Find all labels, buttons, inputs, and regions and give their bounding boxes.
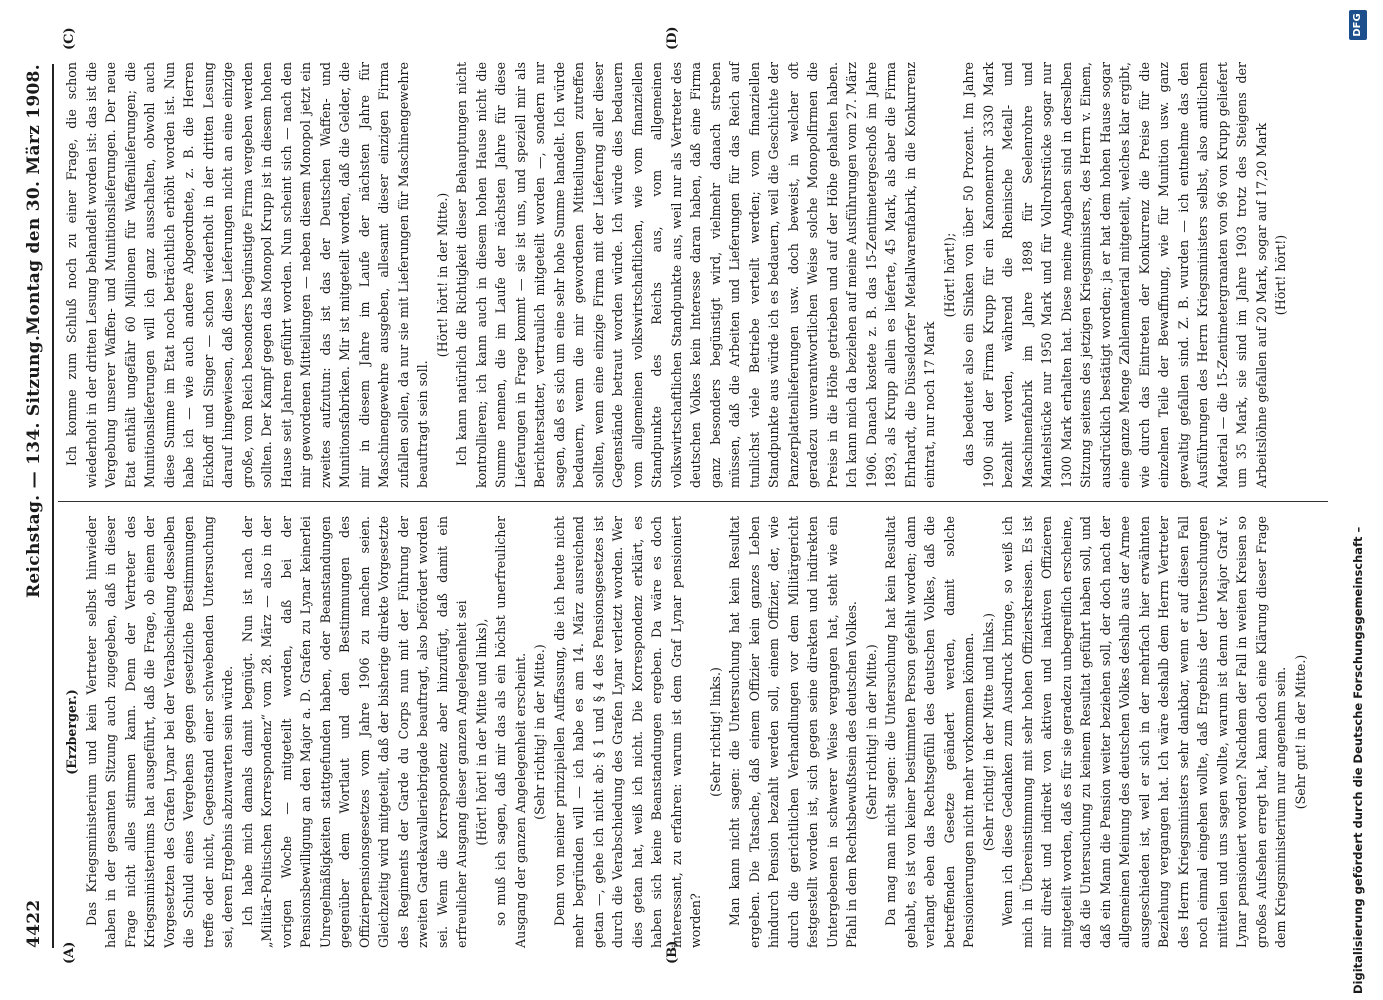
column-divider bbox=[58, 501, 1328, 502]
speaker-name: (Erzberger.) bbox=[64, 689, 79, 775]
margin-marker-b: (B) bbox=[665, 940, 680, 964]
dfg-logo[interactable]: DFG bbox=[1349, 10, 1367, 40]
interjection: (Sehr richtig! in der Mitte.) bbox=[532, 644, 547, 820]
paragraph: Ich kann natürlich die Richtigkeit dieser Behauptungen nicht kontrollieren; ich kann auch in diesem hohen Hause nicht die Summe nennen, die im Laufe der nächsten Jahre für diese Lieferungen in Frage kommt — sie ist uns, und speziell mir als Berichterstatter, vertraulich mitgeteilt worden —, sondern nur sagen, daß es sich um eine sehr hohe Summe handelt. Ich würde bedauern, wenn die mir gewordenen Mitteilungen zutreffen sollten, wenn eine einzige Firma mit der Lieferung aller dieser Gegenstände betraut worden würde. Ich würde dies bedauern vom allgemeinen volkswirtschaftlichen, wie vom finanziellen Standpunkte des Reichs aus, vom allgemeinen volkswirtschaftlichen Standpunkte aus, weil nur als Vertreter des deutschen Volkes kein Interesse daran haben, daß eine Firma ganz besonders begünstigt wird, vielmehr danach streben müssen, daß die Arbeiten und Lieferungen für das Reich auf tunlichst viele Betriebe verteilt werden; vom finanziellen Standpunkte aus würde ich es bedauern, weil die Geschichte der Panzerplattenlieferungen usw. doch beweist, in welcher oft geradezu unverantwortlichen Weise solche Monopolfirmen die Preise in die Höhe getrieben und auf der Höhe gehalten haben. Ich kann mich da beziehen auf meine Ausführungen vom 27. März 1906. Danach kostete z. B. das 15-Zentimetergeschoß im Jahre 1893, als Krupp allein es lieferte, 45 Mark, als aber die Firma Ehrhardt, die Düsseldorfer Metallwarenfabrik, in die Konkurrenz eintrat, nur noch 17 Mark bbox=[454, 62, 937, 488]
interjection: (Hört! hört!) bbox=[1273, 234, 1288, 316]
right-column bbox=[62, 62, 1291, 488]
page-header bbox=[20, 64, 50, 948]
interjection: (Sehr gut! in der Mitte.) bbox=[1292, 654, 1308, 810]
session-date: Montag den 30. März 1908. bbox=[24, 64, 44, 335]
margin-marker-c: (C) bbox=[62, 27, 77, 50]
paragraph: Da mag man nicht sagen: die Untersuchung hat kein Resultat gehabt, es ist von keiner bestimmten Person gefehlt worden; dann verlangt eben das Rechtsgefühl des deutschen Volkes, daß die betreffenden Gesetze geändert werden, damit solche Pensionierungen nicht mehr vorkommen können. bbox=[883, 516, 976, 948]
header-rule bbox=[52, 64, 54, 948]
page-title: Reichstag. — 134. Sitzung. bbox=[24, 334, 44, 598]
paragraph: Das Kriegsministerium und kein Vertreter selbst hinwieder haben in der gesamten Sitzung auch zugegeben, daß in dieser Frage nicht alles stimmen kann. Denn der Vertreter des Kriegsministeriums hat ausgeführt, daß die Frage, ob einem der Vorgesetzten des Grafen Lynar bei der Verabschiedung desselben die Schuld eines Vergehens gegen gesetzliche Bestimmungen treffe oder nicht, Gegenstand einer schwebenden Untersuchung sei, deren Ergebnis abzuwarten sein würde. bbox=[83, 516, 235, 948]
interjection: (Hört! hört! in der Mitte.) bbox=[434, 192, 450, 358]
interjection: (Hört! hört! in der Mitte und links), bbox=[473, 618, 489, 846]
interjection: (Sehr richtig! in der Mitte.) bbox=[863, 644, 879, 820]
paragraph: Ich habe mich damals damit begnügt. Nun ist nach der „Militär-Politischen Korrespondenz“ vom 28. März — also in der vorigen Woche — mitgeteilt worden, daß bei der Pensionsbewilligung an den Major a. D. Grafen zu Lynar keinerlei Unregelmäßigkeiten stattgefunden haben, oder Beanstandungen gegenüber dem Wortlaut und den Bestimmungen des Offizierpensionsgesetzes vom Jahre 1906 zu machen seien. Gleichzeitig wird mitgeteilt, daß der bisherige direkte Vorgesetzte des Regiments der Garde du Corps nun mit der Führung der zweiten Gardekavalleriebrigade beauftragt, also befördert worden sei. Wenn die Korrespondenz aber hinzufügt, daß damit ein erfreulicher Ausgang dieser ganzen Angelegenheit sei bbox=[239, 516, 469, 948]
paragraph: Ich komme zum Schluß noch zu einer Frage, die schon wiederholt in der dritten Lesung behandelt worden ist: das ist die Vergebung unserer Waffen- und Munitionslieferungen. Der neue Etat enthält ungefähr 60 Millionen für Waffenlieferungen; die Munitionslieferungen will ich ganz ausschalten, obwohl auch diese Summe im Etat noch beträchtlich erhöht worden ist. Nun habe ich — wie auch andere Abgeordnete, z. B. die Herren Eickhoff und Singer — schon wiederholt in der dritten Lesung darauf hingewiesen, daß diese Lieferungen nicht an eine einzige große, vom Reich besonders begünstigte Firma vergeben werden sollten. Der Kampf gegen das Monopol Krupp ist in diesem hohen Hause seit Jahren geführt worden. Nun scheint sich — nach den mir gewordenen Mitteilungen — neben diesem Monopol jetzt ein zweites aufzutun: das ist das der Deutschen Waffen- und Munitionsfabriken. Mir ist mitgeteilt worden, daß die Gelder, die mir in diesem Jahre im Laufe der nächsten Jahre für Maschinengewehre ausgeben, allesamt dieser einzigen Firma zufallen sollen, da nur sie mit Lieferungen für Maschinengewehre beauftragt sein soll. bbox=[64, 62, 430, 488]
paragraph: Man kann nicht sagen: die Untersuchung hat kein Resultat ergeben. Die Tatsache, daß einem Offizier kein ganzes Leben hindurch Pension bezahlt werden soll, einem Offizier, der, wie durch die gerichtlichen Verhandlungen vor dem Militärgericht festgestellt worden ist, sich gegen seine direkten und indirekten Untergebenen in schwerer Weise vergangen hat, steht wie ein Pfahl in dem Rechtsbewußtsein des deutschen Volkes. bbox=[727, 516, 859, 948]
left-column bbox=[62, 516, 1310, 948]
margin-marker-d: (D) bbox=[665, 26, 680, 50]
paragraph: das bedeutet also ein Sinken von über 50 Prozent. Im Jahre 1900 sind der Firma Krupp für ein Kanonenrohr 3330 Mark bezahlt worden, während die Rheinische Metall- und Maschinenfabrik im Jahre 1898 für Seelenrohre und Mantelstücke nur 1950 Mark und für Vollrohrstücke sogar nur 1300 Mark erhalten hat. Diese meine Angaben sind in derselben Sitzung seitens des jetzigen Kriegsministers, des Herrn v. Einem, ausdrücklich bestätigt worden; ja er hat dem hohen Hause sogar eine ganze Menge Zahlenmaterial mitgeteilt, welches klar ergibt, wie durch das Eintreten der Konkurrenz die Preise für die einzelnen Teile der Bewaffnung, wie für Munition usw. ganz gewaltig gefallen sind. Z. B. wurden — ich entnehme das den Ausführungen des Herrn Kriegsministers selbst, also amtlichem Material — die 15-Zentimetergranaten von 96 von Krupp geliefert um 35 Mark, sie sind im Jahre 1903 trotz des Steigens der Arbeitslöhne gefallen auf 20 Mark, sogar auf 17,20 Mark bbox=[961, 62, 1269, 488]
paragraph: so muß ich sagen, daß mir das als ein höchst unerfreulicher Ausgang der ganzen Angelegenheit erscheint. bbox=[493, 516, 528, 948]
paragraph: Wenn ich diese Gedanken zum Ausdruck bringe, so weiß ich mich in Übereinstimmung mit sehr hohen Offizierskreisen. Es ist mir direkt und indirekt von aktiven und inaktiven Offizieren mitgeteilt worden, daß es für sie geradezu unbegreiflich erscheine, daß die Untersuchung zu keinem Resultat geführt haben soll, und daß ein Mann die Pension weiter beziehen soll, der doch nach der allgemeinen Meinung des deutschen Volkes deshalb aus der Armee ausgeschieden ist, weil er sich in der mehrfach hier erwähnten Beziehung vergangen hat. Ich wäre deshalb dem Herrn Vertreter des Herrn Kriegsministers sehr dankbar, wenn er auf diesen Fall noch einmal eingehen wollte, daß Ergebnis der Untersuchungen mitteilen und uns sagen wollte, warum ist denn der Major Graf v. Lynar pensioniert worden? Nachdem der Fall in weiten Kreisen so großes Aufsehen erregt hat, kann doch eine Klärung dieser Frage dem Kriegsministerium nur angenehm sein. bbox=[1000, 516, 1288, 948]
paragraph: Denn von meiner prinzipiellen Auffassung, die ich heute nicht mehr begründen will — ich habe es am 14. März ausreichend getan —, gehe ich nicht ab: § 1 und § 4 des Pensionsgesetzes ist durch die Verabschiedung des Grafen Lynar verletzt worden. Wer dies getan hat, weiß ich nicht. Die Korrespondenz erklärt, es haben sich keine Beanstandungen ergeben. Da wäre es doch interessant, zu erfahren: warum ist dem Graf Lynar pensioniert worden? bbox=[551, 516, 703, 948]
margin-marker-a: (A) bbox=[62, 941, 77, 964]
interjection: (Hört! hört!); bbox=[941, 232, 957, 318]
page-number: 4422 bbox=[24, 899, 44, 948]
interjection: (Sehr richtig! links.) bbox=[707, 667, 723, 797]
interjection: (Sehr richtig! in der Mitte und links.) bbox=[980, 612, 996, 852]
footer-text: Digitalisierung gefördert durch die Deutsche Forschungsgemeinschaft – bbox=[1351, 526, 1365, 994]
